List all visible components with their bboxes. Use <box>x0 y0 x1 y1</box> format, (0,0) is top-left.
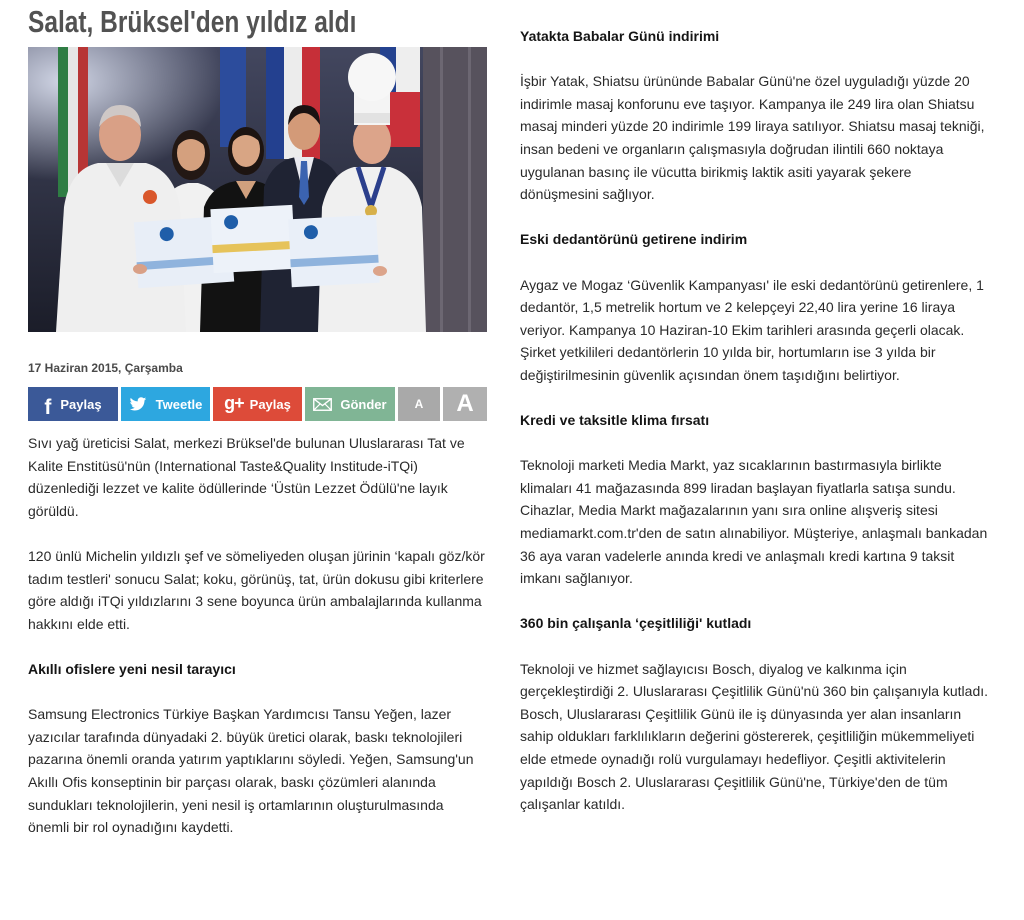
font-increase-button[interactable]: A <box>443 387 487 421</box>
facebook-share-label: Paylaş <box>60 396 102 412</box>
google-plus-icon: g+ <box>224 393 244 413</box>
facebook-icon: f <box>44 395 52 419</box>
article-body <box>28 432 488 861</box>
email-send-button[interactable] <box>305 387 395 421</box>
news-body: Teknoloji marketi Media Markt, yaz sıcaklarının bastırmasıyla birlikte klimaları 41 mağazasında 899 liradan başlayan fiyatlarla satışa sundu. Cihazlar, Media Markt mağazalarının yanı sıra online alışveriş sitesi mediamarkt.com.tr'den de satın alınabiliyor. Müşteriye, anlaşmalı bankadan 36 aya varan vadelerle anında kredi ve anlaşmalı kredi kartına 9 taksit imkanı sağlanıyor. <box>520 457 988 587</box>
main-article-column <box>28 0 488 920</box>
news-section <box>520 228 990 386</box>
news-body: Aygaz ve Mogaz ‘Güvenlik Kampanyası' ile eski dedantörünü getirenlere, 1 dedantör, 1,5 metrelik hortum ve 2 kelepçeyi 22,40 lira yerine 16 liraya veriyor. Kampanya 10 Haziran-10 Ekim tarihleri arasında geçerli olacak. Şirket yetkilileri dedantörlerin 10 yılda bir, hortumların ise 3 yılda bir değiştirilmesinin güvenlik açısından önem taşıdığını belirtiyor. <box>520 276 984 383</box>
news-heading: Akıllı ofislere yeni nesil tarayıcı <box>28 660 236 677</box>
news-heading: Eski dedantörünü getirene indirim <box>520 231 748 248</box>
email-send-label: Gönder <box>340 396 387 412</box>
article-date: 17 Haziran 2015, Çarşamba <box>28 361 183 375</box>
news-heading: Kredi ve taksitle klima fırsatı <box>520 412 710 429</box>
news-section <box>520 409 990 590</box>
font-decrease-button[interactable]: A <box>398 387 440 421</box>
news-body: Teknoloji ve hizmet sağlayıcısı Bosch, diyalog ve kalkınma için gerçekleştirdiği 2. Uluslararası Çeşitlilik Günü'nü 360 bin çalışanıyla kutladı. Bosch, Uluslararası Çeşitlilik Günü ile iş dünyasında yer alan insanların sahip oldukları farklılıkların değerini göstererek, çeşitliliğin mükemmeliyeti elde etmede oynadığı rolü vurgulamayı hedefliyor. Çeşitli aktivitelerin yapıldığı Bosch 2. Uluslararası Çeşitlilik Günü'ne, Türkiye'den de tüm çalışanlar katıldı. <box>520 660 989 813</box>
twitter-share-button[interactable] <box>121 387 210 421</box>
news-section <box>28 658 488 839</box>
news-heading: Yatakta Babalar Günü indirimi <box>520 28 720 44</box>
news-heading: 360 bin çalışanla ‘çeşitliliği' kutladı <box>520 615 752 632</box>
google-plus-share-label: Paylaş <box>249 396 291 412</box>
share-bar <box>28 387 487 421</box>
article-paragraph: 120 ünlü Michelin yıldızlı şef ve sömeliyeden oluşan jürinin ‘kapalı göz/kör tadım testleri' sonucu Salat; koku, görünüş, tat, ürün dokusu gibi kriterlere göre aldığı iTQi yıldızlarını 3 sene boyunca ürün ambalajlarında kullanma hakkını elde etti. <box>28 547 485 632</box>
news-section <box>520 612 990 815</box>
article-paragraph: Sıvı yağ üreticisi Salat, merkezi Brüksel'de bulunan Uluslararası Tat ve Kalite Enstitüsü'nün (International Taste&Quality Institude-iTQi) düzenlediği lezzet ve kalite ödüllerinde ‘Üstün Lezzet Ödülü'ne layık görüldü. <box>28 435 465 519</box>
twitter-share-label: Tweetle <box>155 396 203 412</box>
news-section <box>520 25 990 206</box>
news-body: Samsung Electronics Türkiye Başkan Yardımcısı Tansu Yeğen, lazer yazıcılar tarafında dünyadaki 2. büyük üretici olarak, baskı teknolojileri pazarına önemli oranda yatırım yaptıklarını söyledi. Yeğen, Samsung'un Akıllı Ofis konseptinin bir parçası olarak, baskı çözümleri alanında sundukları teknolojilerin, yeni nesil iş ortamlarının oluşturulmasında önemli bir rol oynadığını kaydetti. <box>28 706 474 836</box>
article-photo <box>28 47 487 332</box>
facebook-share-button[interactable] <box>28 387 118 421</box>
google-plus-share-button[interactable] <box>213 387 302 421</box>
twitter-bird-icon <box>129 397 147 412</box>
news-body: İşbir Yatak, Shiatsu ürününde Babalar Günü'ne özel uyguladığı yüzde 20 indirimle masaj konforunu eve taşıyor. Kampanya ile 249 lira olan Shiatsu masaj minderi yüzde 20 indirimle 199 liraya satılıyor. Shiatsu masaj tekniği, insan bedeni ve organların çalışmasıyla doğrudan ilintili 660 noktaya uygulanan basınç ile vücutta birikmiş laktik asiti yayarak şekere dönüşmesini sağlıyor. <box>520 73 985 203</box>
article-title: Salat, Brüksel'den yıldız aldı <box>28 4 357 39</box>
envelope-icon <box>313 398 332 411</box>
news-briefs-column <box>520 25 990 838</box>
